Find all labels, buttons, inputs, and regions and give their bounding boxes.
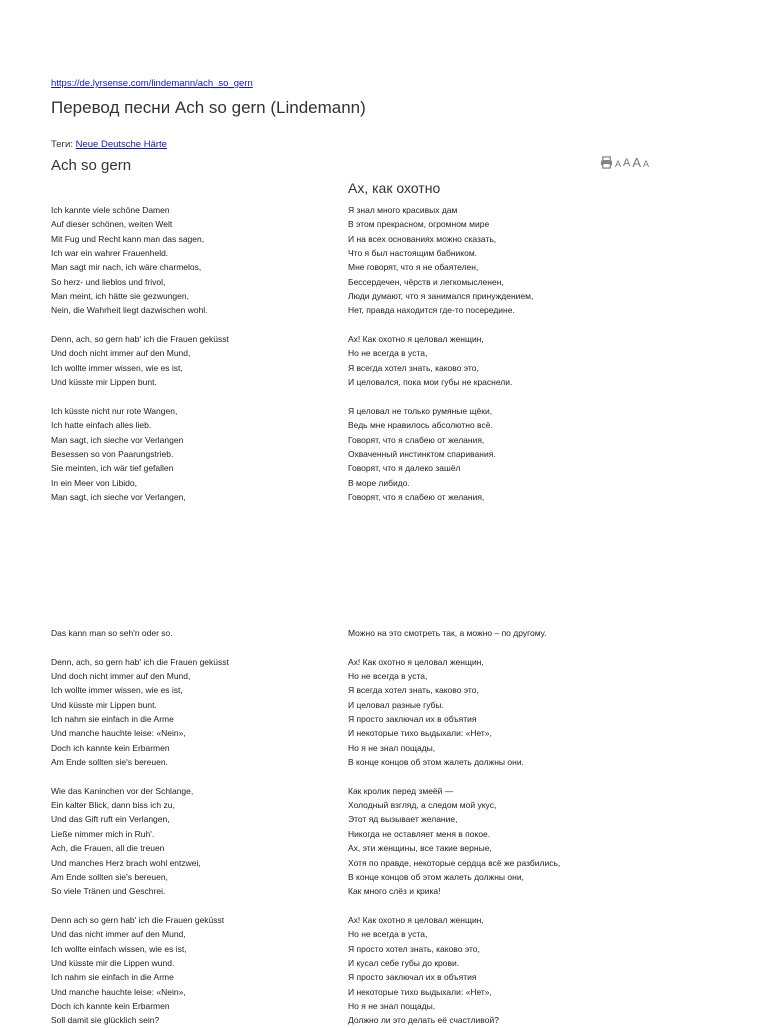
lyric-line: Должно ли это делать её счастливой? — [348, 1015, 499, 1026]
lyric-line: Ich nahm sie einfach in die Arme — [51, 714, 174, 725]
lyric-line: Я целовал не только румяные щёки, — [348, 405, 493, 416]
lyric-line: In ein Meer von Libido, — [51, 477, 137, 488]
stanza-gap — [51, 769, 321, 783]
lyric-line: Как много слёз и крика! — [348, 886, 441, 897]
lyric-line: Und küsste mir die Lippen wund. — [51, 957, 175, 968]
lyric-line: Doch ich kannte kein Erbarmen — [51, 742, 170, 753]
lyric-line: Но не всегда в уста, — [348, 929, 428, 940]
font-size-4-button[interactable]: A — [643, 159, 650, 169]
lyric-line: Und doch nicht immer auf den Mund, — [51, 671, 191, 682]
lyric-line: Я всегда хотел знать, каково это, — [348, 362, 479, 373]
lyric-line: Охваченный инстинктом спаривания. — [348, 448, 496, 459]
lyric-line: Man sagt mir nach, ich wäre charmelos, — [51, 262, 202, 273]
lyric-line: Но не всегда в уста, — [348, 671, 428, 682]
lyric-line: Und doch nicht immer auf den Mund, — [51, 348, 191, 359]
lyric-line: Я знал много красивых дам — [348, 205, 458, 215]
song-title-original: Ach so gern — [51, 157, 132, 174]
tags-label: Теги: — [51, 139, 73, 150]
lyric-line: Ich wollte immer wissen, wie es ist, — [51, 685, 183, 696]
lyric-line: Говорят, что я слабею от желания, — [348, 434, 485, 445]
stanza-gap — [348, 318, 618, 332]
stanza-gap — [348, 899, 618, 913]
song-title-translation: Ах, как охотно — [348, 180, 441, 196]
lyric-line: В конце концов об этом жалеть должны они. — [348, 757, 524, 768]
lyric-line: Ах! Как охотно я целовал женщин, — [348, 656, 484, 667]
stanza-gap — [51, 899, 321, 913]
lyric-line: Что я был настоящим бабником. — [348, 248, 478, 259]
stanza-gap — [51, 640, 321, 654]
stanza-gap — [51, 318, 321, 332]
lyric-line: Am Ende sollten sie's bereuen. — [51, 757, 168, 768]
stanza-gap — [51, 389, 321, 403]
lyric-line: Хотя по правде, некоторые сердца всё же разбились, — [348, 857, 561, 868]
lyric-line: Und küsste mir Lippen bunt. — [51, 377, 157, 388]
lyrics-translation-part1 — [348, 203, 618, 504]
lyric-line: Ich war ein wahrer Frauenheld. — [51, 248, 169, 259]
lyric-line: И кусал себе губы до крови. — [348, 957, 460, 968]
lyric-line: И некоторые тихо выдыхали: «Нет», — [348, 728, 492, 739]
lyric-line: Холодный взгляд, а следом мой укус, — [348, 800, 497, 811]
lyric-line: Man sagt, ich sieche vor Verlangen — [51, 434, 184, 445]
lyric-line: Мне говорят, что я не обаятелен, — [348, 262, 479, 273]
printer-icon[interactable] — [600, 156, 613, 169]
lyric-line: Ich wollte immer wissen, wie es ist, — [51, 362, 183, 373]
lyric-line: Soll damit sie glücklich sein? — [51, 1015, 160, 1026]
lyric-line: Das kann man so seh'n oder so. — [51, 628, 173, 638]
lyric-line: Говорят, что я далеко зашёл — [348, 463, 461, 474]
stanza-gap — [348, 769, 618, 783]
lyric-line: В конце концов об этом жалеть должны они, — [348, 871, 524, 882]
lyric-line: Am Ende sollten sie's bereuen, — [51, 871, 168, 882]
lyric-line: И некоторые тихо выдыхали: «Нет», — [348, 986, 492, 997]
lyric-line: Ах! Как охотно я целовал женщин, — [348, 334, 484, 345]
lyric-line: Und das nicht immer auf den Mund, — [51, 929, 186, 940]
lyric-line: Auf dieser schönen, weiten Welt — [51, 219, 173, 230]
lyric-line: Люди думают, что я занимался принуждением, — [348, 291, 534, 302]
lyric-line: Можно на это смотреть так, а можно – по другому. — [348, 628, 547, 638]
lyric-line: Doch ich kannte kein Erbarmen — [51, 1000, 170, 1011]
stanza-gap — [348, 640, 618, 654]
lyrics-translation-part2 — [348, 626, 618, 1028]
lyric-line: Ich kannte viele schöne Damen — [51, 205, 170, 215]
lyric-line: Und manche hauchte leise: «Nein», — [51, 728, 186, 739]
lyric-line: Besessen so von Paarungstrieb. — [51, 448, 174, 459]
lyric-line: В этом прекрасном, огромном мире — [348, 219, 490, 230]
lyric-line: Я просто хотел знать, каково это, — [348, 943, 480, 954]
lyric-line: So viele Tränen und Geschrei. — [51, 886, 166, 897]
lyric-line: Я просто заключал их в объятия — [348, 972, 477, 983]
lyric-line: Но не всегда в уста, — [348, 348, 428, 359]
lyric-line: Ein kalter Blick, dann biss ich zu, — [51, 800, 175, 811]
lyric-line: Этот яд вызывает желание, — [348, 814, 458, 825]
lyrics-original-part2 — [51, 626, 321, 1028]
lyric-line: Denn ach so gern hab' ich die Frauen geküsst — [51, 914, 225, 925]
lyrics-original-part1 — [51, 203, 321, 504]
lyric-line: Wie das Kaninchen vor der Schlange, — [51, 785, 194, 796]
lyric-line: Denn, ach, so gern hab' ich die Frauen geküsst — [51, 656, 229, 667]
lyric-line: Нет, правда находится где-то посередине. — [348, 305, 515, 316]
lyric-line: Ließe nimmer mich in Ruh'. — [51, 828, 155, 839]
lyric-line: Ах! Как охотно я целовал женщин, — [348, 914, 484, 925]
page-title: Перевод песни Ach so gern (Lindemann) — [51, 98, 366, 117]
lyric-line: Как кролик перед змеёй — — [348, 785, 454, 796]
font-size-3-button[interactable]: A — [632, 155, 642, 170]
lyric-line: Ich nahm sie einfach in die Arme — [51, 972, 174, 983]
stanza-gap — [348, 389, 618, 403]
lyric-line: И на всех основаниях можно сказать, — [348, 233, 497, 244]
lyric-line: Denn, ach, so gern hab' ich die Frauen geküsst — [51, 334, 229, 345]
lyric-line: Но я не знал пощады, — [348, 1000, 436, 1011]
tag-link[interactable]: Neue Deutsche Härte — [75, 139, 167, 150]
lyric-line: Бессердечен, чёрств и легкомысленен, — [348, 276, 504, 287]
lyric-line: So herz- und lieblos und frivol, — [51, 276, 166, 287]
lyric-line: Und das Gift ruft ein Verlangen, — [51, 814, 170, 825]
lyric-line: Und manche hauchte leise: «Nein», — [51, 986, 186, 997]
text-tools — [600, 156, 649, 169]
lyric-line: Man meint, ich hätte sie gezwungen, — [51, 291, 189, 302]
lyric-line: Mit Fug und Recht kann man das sagen, — [51, 233, 205, 244]
source-url-link[interactable]: https://de.lyrsense.com/lindemann/ach_so_gern — [51, 78, 253, 89]
lyric-line: В море либидо. — [348, 477, 410, 488]
lyric-line: Ведь мне нравилось абсолютно всё. — [348, 420, 493, 431]
lyric-line: Ach, die Frauen, all die treuen — [51, 843, 165, 854]
lyric-line: Ich küsste nicht nur rote Wangen, — [51, 405, 178, 416]
lyric-line: Никогда не оставляет меня в покое. — [348, 828, 491, 839]
lyric-line: Я всегда хотел знать, каково это, — [348, 685, 479, 696]
font-size-1-button[interactable]: A — [615, 159, 622, 169]
lyric-line: Und küsste mir Lippen bunt. — [51, 699, 157, 710]
lyric-line: Ах, эти женщины, все такие верные, — [348, 843, 492, 854]
lyric-line: Но я не знал пощады, — [348, 742, 436, 753]
lyric-line: Nein, die Wahrheit liegt dazwischen wohl. — [51, 305, 208, 316]
lyric-line: И целовал разные губы. — [348, 699, 444, 710]
lyric-line: Ich hatte einfach alles lieb. — [51, 420, 152, 431]
lyric-line: И целовался, пока мои губы не краснели. — [348, 377, 513, 388]
font-size-2-button[interactable]: A — [623, 157, 631, 169]
lyric-line: Und manches Herz brach wohl entzwei, — [51, 857, 201, 868]
lyric-line: Sie meinten, ich wär tief gefallen — [51, 463, 174, 474]
lyric-line: Ich wollte einfach wissen, wie es ist, — [51, 943, 187, 954]
lyric-line: Говорят, что я слабею от желания, — [348, 491, 485, 502]
lyric-line: Man sagt, ich sieche vor Verlangen, — [51, 491, 186, 502]
tags-row — [51, 139, 167, 150]
lyric-line: Я просто заключал их в объятия — [348, 714, 477, 725]
